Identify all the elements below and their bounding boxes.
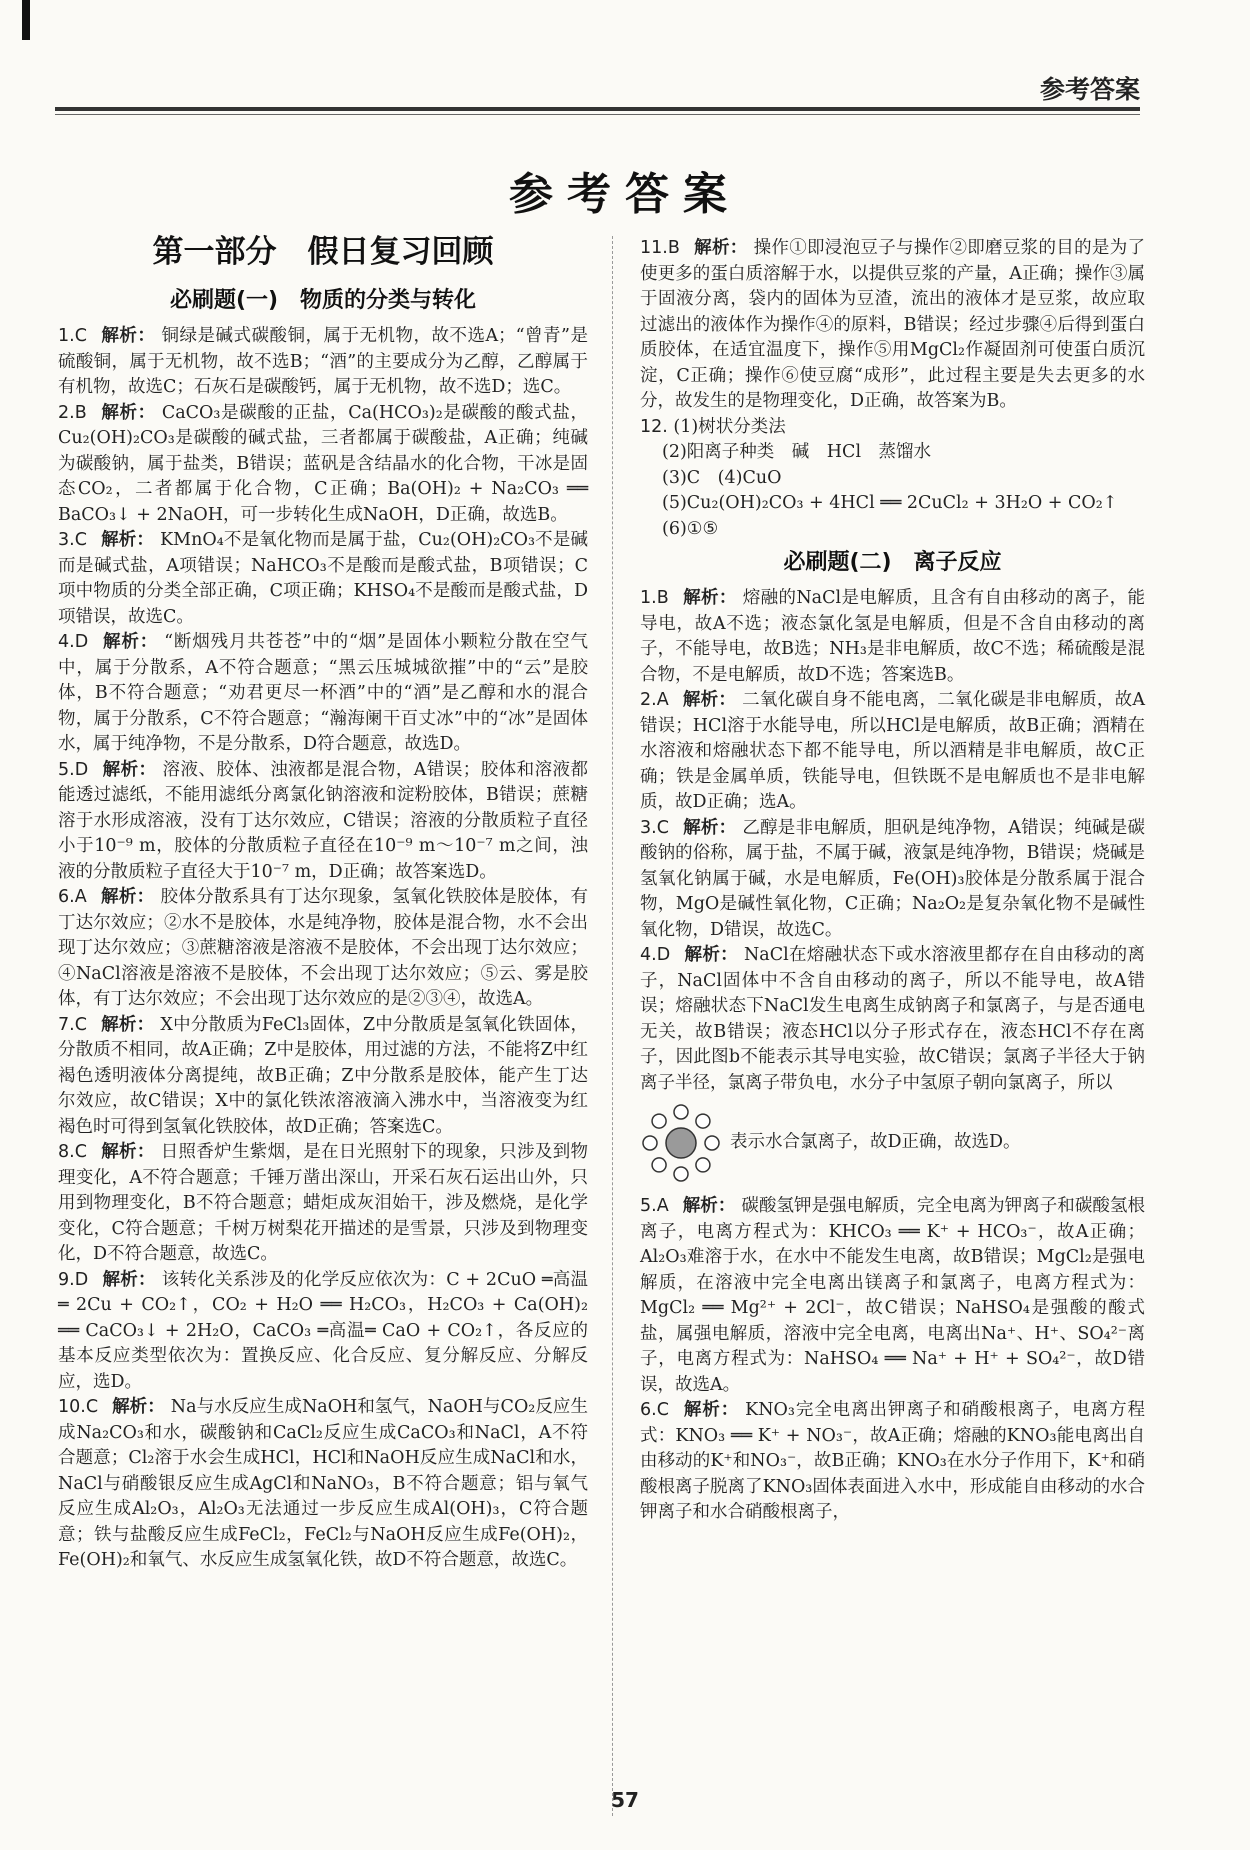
analysis-label: 解析： (100, 887, 155, 907)
answer-line: (6)①⑤ (662, 518, 719, 539)
answer-text: 溶液、胶体、浊液都是混合物，A错误；胶体和溶液都能透过滤纸，不能用滤纸分离氯化钠溶液和淀粉胶体，B错误；蔗糖溶于水形成溶液，没有丁达尔效应，C错误；溶液的分散质粒子直径小于10⁻⁹ m，胶体的分散质粒子直径在10⁻⁹ m～10⁻⁷ m之间，浊液的分散质粒子直径大于10⁻⁷ m，D正确；故答案选D。 (58, 759, 589, 882)
analysis-label: 解析： (102, 1269, 156, 1290)
answer-line: (5)Cu₂(OH)₂CO₃ + 4HCl ══ 2CuCl₂ + 3H₂O + CO₂↑ (662, 493, 1118, 513)
answer-number: 12. (640, 416, 668, 437)
answer-text: Na与水反应生成NaOH和氢气，NaOH与CO₂反应生成Na₂CO₃和水，碳酸钠和CaCl₂反应生成CaCO₃和NaCl，A不符合题意；Cl₂溶于水会生成HCl，HCl和NaOH反应生成NaCl和水，NaCl与硝酸银反应生成AgCl和NaNO₃，B不符合题意；铝与氧气反应生成Al₂O₃，Al₂O₃无法通过一步反应生成Al(OH)₃，C符合题意；铁与盐酸反应生成FeCl₂，FeCl₂与NaOH反应生成Fe(OH)₂，Fe(OH)₂和氧气、水反应生成氢氧化铁，故D不符合题意，故选C。 (58, 1397, 588, 1570)
answer-number: 6.A (58, 887, 87, 907)
analysis-label: 解析： (102, 632, 159, 652)
answer-text: 碳酸氢钾是强电解质，完全电离为钾离子和碳酸氢根离子，电离方程式为：KHCO₃ ══ K⁺ + HCO₃⁻，故A正确；Al₂O₃难溶于水，在水中不能发生电离，故B错误；MgCl₂是强电解质，在溶液中完全电离出镁离子和氯离子，电离方程式为：MgCl₂ ══ Mg²⁺ + 2Cl⁻，故C错误；NaHSO₄是强酸的酸式盐，属强电解质，溶液中完全电离，电离出Na⁺、H⁺、SO₄²⁻离子，电离方程式为：NaHSO₄ ══ Na⁺ + H⁺ + SO₄²⁻，故D错误，故选A。 (640, 1196, 1146, 1395)
water-molecule-mark (674, 1105, 688, 1119)
section-title-1: 必刷题(一) 物质的分类与转化 (169, 288, 477, 313)
answer-number: 4.D (58, 632, 89, 652)
answer-number: 5.D (58, 759, 89, 780)
answer-number: 3.C (640, 817, 669, 838)
analysis-label: 解析： (682, 817, 737, 838)
hydrated-chloride-ion-icon (640, 1102, 722, 1184)
answer-item (58, 1013, 588, 1141)
answer-item (640, 1398, 1145, 1526)
answer-number: 7.C (58, 1014, 87, 1035)
header-rule-thin (55, 114, 1140, 115)
answer-number: 3.C (58, 530, 87, 550)
answer-number: 2.A (640, 690, 669, 710)
answer-item (58, 1140, 588, 1268)
answer-item (640, 816, 1145, 944)
answer-number: 5.A (640, 1196, 669, 1216)
analysis-label: 解析： (684, 945, 738, 965)
page-number: 57 (611, 1788, 639, 1812)
answer-item (58, 401, 588, 529)
analysis-label: 解析： (100, 1142, 155, 1162)
analysis-label: 解析： (100, 1014, 155, 1035)
answer-number: 2.B (58, 402, 87, 423)
analysis-label: 解析： (682, 1196, 736, 1216)
answer-item (58, 758, 588, 886)
analysis-label: 解析： (112, 1397, 165, 1417)
answer-item (58, 1395, 588, 1574)
answer-number: 9.D (58, 1269, 89, 1290)
answer-item (58, 528, 588, 630)
analysis-label: 解析： (100, 530, 155, 550)
answer-number: 1.B (640, 588, 669, 608)
answer-number: 6.C (640, 1400, 669, 1420)
analysis-label: 解析： (682, 690, 737, 710)
answer-item (58, 885, 588, 1013)
water-molecule-mark (652, 1158, 666, 1172)
hydrated-chloride-diagram-row (640, 1102, 1145, 1184)
answer-text: 胶体分散系具有丁达尔现象，氢氧化铁胶体是胶体，有丁达尔效应；②水不是胶体，水是纯净物，胶体是混合物，水不会出现丁达尔效应；③蔗糖溶液是溶液不是胶体，不会出现丁达尔效应；④NaCl溶液是溶液不是胶体，不会出现丁达尔效应；⑤云、雾是胶体，有丁达尔效应；不会出现丁达尔效应的是②③④，故选A。 (58, 887, 589, 1009)
answer-line: (3)C (4)CuO (662, 467, 782, 488)
answer-text: NaCl在熔融状态下或水溶液里都存在自由移动的离子，NaCl固体中不含自由移动的离子，所以不能导电，故A错误；熔融状态下NaCl发生电离生成钠离子和氯离子，与是否通电无关，故B错误；液态HCl以分子形式存在，液态HCl不存在离子，因此图b不能表示其导电实验，故C错误；氯离子半径大于钠离子半径，氯离子带负电，水分子中氢原子朝向氯离子，所以 (640, 945, 1145, 1093)
answer-item (58, 1268, 588, 1396)
answer-text: 该转化关系涉及的化学反应依次为：C + 2CuO ═高温═ 2Cu + CO₂↑，CO₂ + H₂O ══ H₂CO₃，H₂CO₃ + Ca(OH)₂ ══ CaCO₃↓ + 2H₂O，CaCO₃ ═高温═ CaO + CO₂↑，各反应的基本反应类型依次为：置换反应、化合反应、复分解反应、分解反应，选D。 (58, 1269, 589, 1392)
part-title: 第一部分 假日复习回顾 (152, 234, 494, 270)
analysis-label: 解析： (100, 402, 156, 423)
answer-item (58, 630, 588, 758)
answer-item (640, 415, 1145, 441)
running-header: 参考答案 (1039, 75, 1140, 104)
water-molecule-mark (674, 1167, 688, 1181)
analysis-label: 解析： (682, 588, 737, 608)
right-column (640, 236, 1145, 1526)
answer-item (640, 688, 1145, 816)
answer-text: KNO₃完全电离出钾离子和硝酸根离子，电离方程式：KNO₃ ══ K⁺ + NO₃⁻，故A正确；熔融的KNO₃能电离出自由移动的K⁺和NO₃⁻，故B正确；KNO₃在水分子作用下，K⁺和硝酸根离子脱离了KNO₃固体表面进入水中，形成能自由移动的水合钾离子和水合硝酸根离子， (640, 1400, 1146, 1522)
answer-number: 4.D (640, 945, 671, 965)
answer-number: 10.C (58, 1397, 99, 1417)
answer-item (640, 943, 1145, 1096)
answer-text: 铜绿是碱式碳酸铜，属于无机物，故不选A；“曾青”是硫酸铜，属于无机物，故不选B；“酒”的主要成分为乙醇，乙醇属于有机物，故选C；石灰石是碳酸钙，属于无机物，故不选D；选C。 (58, 326, 589, 397)
section-1-items-continued (640, 236, 1145, 415)
answer-text: CaCO₃是碳酸的正盐，Ca(HCO₃)₂是碳酸的酸式盐，Cu₂(OH)₂CO₃是碳酸的碱式盐，三者都属于碳酸盐，A正确；纯碱为碳酸钠，属于盐类，B错误；蓝矾是含结晶水的化合物，干冰是固态CO₂，二者都属于化合物，C正确；Ba(OH)₂ + Na₂CO₃ ══ BaCO₃↓ + 2NaOH，可一步转化生成NaOH，D正确，故选B。 (58, 402, 588, 525)
answer-item (640, 236, 1145, 415)
answer-number: 11.B (640, 238, 680, 258)
answer-text: 日照香炉生紫烟，是在日光照射下的现象，只涉及到物理变化，A不符合题意；千锤万凿出深山，开采石灰石运出山外，只用到物理变化，B不符合题意；蜡炬成灰泪始干，涉及燃烧，是化学变化，C符合题意；千树万树梨花开描述的是雪景，只涉及到物理变化，D不符合题意，故选C。 (58, 1142, 589, 1264)
answer-text: 表示水合氯离子，故D正确，故选D。 (730, 1132, 1021, 1153)
water-molecule-mark (643, 1136, 657, 1150)
answer-item (58, 324, 588, 401)
header-rule (55, 107, 1140, 111)
answer-item (640, 586, 1145, 688)
analysis-label: 解析： (102, 759, 157, 780)
answer-line: (1)树状分类法 (673, 416, 786, 437)
page-title: 参考答案 (509, 169, 741, 220)
section-1-items (58, 324, 588, 1574)
water-molecule-mark (696, 1114, 710, 1128)
water-molecule-mark (696, 1158, 710, 1172)
section-title-2: 必刷题(二) 离子反应 (783, 550, 1002, 575)
answer-text: 熔融的NaCl是电解质，且含有自由移动的离子，能导电，故A不选；液态氯化氢是电解质，但是不含自由移动的离子，不能导电，故B选；NH₃是非电解质，故C不选；稀硫酸是混合物，不是电解质，故D不选；答案选B。 (640, 588, 1146, 685)
answer-item (640, 1194, 1145, 1398)
analysis-label: 解析： (682, 1400, 740, 1420)
section-2-items (640, 586, 1145, 1526)
column-divider (612, 236, 613, 1816)
answer-number: 8.C (58, 1142, 87, 1162)
binding-edge-mark (22, 0, 30, 40)
answer-line: (2)阳离子种类 碱 HCl 蒸馏水 (662, 442, 932, 462)
water-molecule-mark (652, 1114, 666, 1128)
answer-number: 1.C (58, 326, 87, 346)
answer-text: 乙醇是非电解质，胆矾是纯净物，A错误；纯碱是碳酸钠的俗称，属于盐，不属于碱，液氯是纯净物，B错误；烧碱是氢氧化钠属于碱，水是电解质，Fe(OH)₃胶体是分散系属于混合物，MgO是碱性氧化物，C正确；Na₂O₂是复杂氧化物不是碱性氧化物，D错误，故选C。 (640, 817, 1146, 940)
answer-text: X中分散质为FeCl₃固体，Z中分散质是氢氧化铁固体，分散质不相同，故A正确；Z中是胶体，用过滤的方法，不能将Z中红褐色透明液体分离提纯，故B正确；Z中分散系是胶体，能产生丁达尔效应，故C错误；X中的氯化铁浓溶液滴入沸水中，当溶液变为红褐色时可得到氢氧化铁胶体，故D正确；答案选C。 (58, 1014, 589, 1137)
analysis-label: 解析： (693, 238, 748, 258)
answer-text: 操作①即浸泡豆子与操作②即磨豆浆的目的是为了使更多的蛋白质溶解于水，以提供豆浆的产量，A正确；操作③属于固液分离，袋内的固体为豆渣，流出的液体才是豆浆，故应取过滤出的液体作为操作④的原料，B错误；经过步骤④后得到蛋白质胶体，在适宜温度下，操作⑤用MgCl₂作凝固剂可使蛋白质沉淀，C正确；操作⑥使豆腐“成形”，此过程主要是失去更多的水分，故发生的是物理变化，D正确，故答案为B。 (640, 238, 1146, 411)
left-column (58, 230, 588, 1574)
analysis-label: 解析： (100, 326, 156, 346)
answer-text: 二氧化碳自身不能电离，二氧化碳是非电解质，故A错误；HCl溶于水能导电，所以HCl是电解质，故B正确；酒精在水溶液和熔融状态下都不能导电，所以酒精是非电解质，故C正确；铁是金属单质，铁能导电，但铁既不是电解质也不是非电解质，故D正确；选A。 (640, 690, 1145, 812)
answer-text: KMnO₄不是氧化物而是属于盐，Cu₂(OH)₂CO₃不是碱而是碱式盐，A项错误；NaHCO₃不是酸而是酸式盐，B项错误；C项中物质的分类全部正确，C项正确；KHSO₄不是酸而是酸式盐，D项错误，故选C。 (58, 530, 588, 627)
answer-text: “断烟残月共苍苍”中的“烟”是固体小颗粒分散在空气中，属于分散系，A不符合题意；“黑云压城城欲摧”中的“云”是胶体，B不符合题意；“劝君更尽一杯酒”中的“酒”是乙醇和水的混合物，属于分散系，C不符合题意；“瀚海阑干百丈冰”中的“冰”是固体水，属于纯净物，不是分散系，D符合题意，故选D。 (58, 632, 588, 754)
water-molecule-mark (705, 1136, 719, 1150)
answer-item (730, 1130, 1021, 1156)
